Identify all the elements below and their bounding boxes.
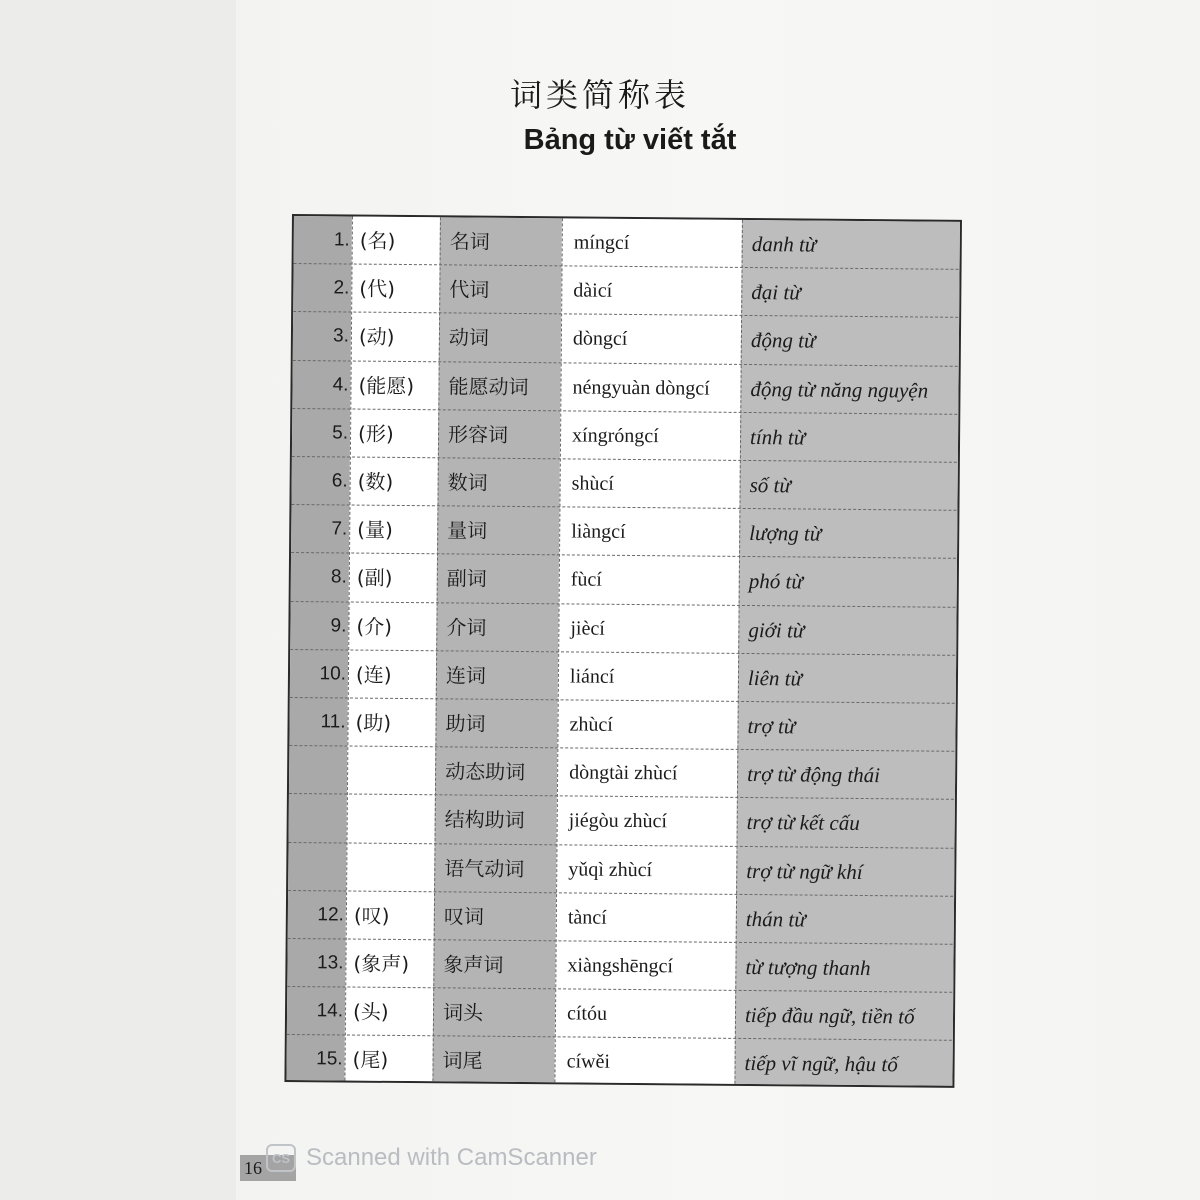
- row-abbreviation: (能愿): [358, 373, 415, 398]
- page-number: 16: [240, 1155, 296, 1181]
- row-vietnamese: trợ từ: [747, 713, 796, 739]
- row-pinyin: dòngcí: [572, 327, 628, 351]
- row-full-term: 能愿动词: [448, 373, 529, 399]
- row-full-term: 副词: [446, 566, 487, 592]
- row-number: 3.: [332, 325, 350, 347]
- row-full-term: 动态助词: [445, 759, 526, 785]
- row-number: 8.: [330, 566, 347, 588]
- row-full-term: 连词: [445, 663, 487, 688]
- row-vietnamese: trợ từ động thái: [747, 762, 881, 788]
- row-vietnamese: tính từ: [749, 424, 806, 450]
- row-number: 15.: [316, 1048, 343, 1070]
- row-abbreviation: (介): [356, 614, 393, 639]
- table-row: [292, 361, 962, 415]
- row-pinyin: néngyuàn dòngcí: [572, 376, 710, 400]
- row-number: 10.: [319, 663, 347, 685]
- row-full-term: 助词: [445, 711, 486, 736]
- page-title-chinese: 词类简称表: [509, 76, 690, 114]
- row-vietnamese: trợ từ ngữ khí: [746, 858, 863, 884]
- row-full-term: 叹词: [443, 904, 484, 929]
- row-vietnamese: động từ: [750, 328, 816, 353]
- table-row: [289, 746, 959, 800]
- table-row: [289, 794, 959, 848]
- watermark-text: Scanned with CamScanner: [306, 1144, 597, 1171]
- row-abbreviation: (代): [359, 276, 396, 302]
- row-vietnamese: giới từ: [748, 617, 805, 643]
- row-number: 14.: [316, 1000, 344, 1022]
- row-vietnamese: phó từ: [748, 569, 803, 594]
- row-abbreviation: (数): [357, 469, 394, 494]
- table-row: [288, 843, 958, 897]
- row-pinyin: tàncí: [567, 906, 607, 929]
- row-full-term: 结构助词: [444, 807, 525, 833]
- table-row: [286, 1035, 956, 1087]
- row-vietnamese: từ tượng thanh: [745, 954, 871, 981]
- row-number: [289, 746, 347, 795]
- row-full-term: 形容词: [447, 422, 509, 447]
- table-row: [287, 987, 957, 1041]
- table-row: [293, 312, 962, 366]
- row-abbreviation: (名): [359, 228, 396, 253]
- row-number: [288, 843, 346, 892]
- row-abbreviation: (助): [355, 710, 392, 735]
- row-pinyin: cítóu: [566, 1002, 608, 1025]
- table-row: [292, 409, 962, 463]
- row-abbreviation: (尾): [352, 1047, 389, 1073]
- row-vietnamese: tiếp đầu ngữ, tiền tố: [744, 1003, 915, 1029]
- table-row: [288, 891, 958, 945]
- row-pinyin: shùcí: [571, 472, 614, 495]
- row-number: 12.: [317, 904, 344, 926]
- row-full-term: 代词: [449, 277, 490, 302]
- row-full-term: 数词: [447, 470, 488, 495]
- row-pinyin: dòngtài zhùcí: [569, 761, 678, 785]
- row-abbreviation: (量): [357, 517, 393, 543]
- row-vietnamese: động từ năng nguyện: [750, 376, 929, 403]
- abbreviation-table: [284, 214, 962, 1088]
- row-abbreviation: (动): [358, 324, 395, 350]
- row-number: 13.: [316, 952, 344, 974]
- row-pinyin: fùcí: [570, 568, 603, 592]
- row-number: 5.: [332, 422, 349, 444]
- row-pinyin: yǔqì zhùcí: [568, 858, 653, 881]
- camscanner-watermark: [266, 1142, 597, 1174]
- row-number: 2.: [333, 277, 350, 299]
- row-full-term: 词尾: [442, 1048, 483, 1074]
- row-pinyin: dàicí: [573, 279, 613, 302]
- row-full-term: 动词: [448, 325, 490, 351]
- table-row: [290, 602, 960, 656]
- row-number: 6.: [331, 470, 348, 492]
- row-pinyin: jiècí: [570, 617, 605, 640]
- row-vietnamese: lượng từ: [749, 521, 822, 546]
- table-row: [290, 650, 960, 704]
- row-pinyin: cíwěi: [566, 1050, 611, 1074]
- table-row: [291, 457, 961, 511]
- row-pinyin: xiàngshēngcí: [567, 954, 674, 978]
- row-abbreviation: (象声): [353, 951, 410, 977]
- table-row: [294, 216, 962, 270]
- row-vietnamese: thán từ: [745, 906, 806, 932]
- row-pinyin: zhùcí: [569, 713, 613, 736]
- row-abbreviation: (连): [355, 662, 392, 687]
- row-full-term: 词头: [442, 1000, 484, 1025]
- page-title-vietnamese: Bảng từ viết tắt: [523, 124, 737, 156]
- row-full-term: 名词: [449, 229, 490, 254]
- row-abbreviation: (叹): [353, 903, 390, 928]
- row-full-term: 量词: [447, 518, 488, 543]
- row-pinyin: jiégòu zhùcí: [568, 809, 668, 833]
- row-full-term: 语气动词: [444, 855, 525, 881]
- row-number: [289, 794, 347, 843]
- table-row: [293, 264, 962, 318]
- row-number: 9.: [330, 614, 347, 637]
- row-vietnamese: danh từ: [751, 232, 817, 257]
- table-row: [291, 553, 961, 607]
- row-full-term: 介词: [446, 614, 487, 640]
- row-vietnamese: số từ: [749, 473, 791, 498]
- row-vietnamese: liên từ: [747, 665, 803, 691]
- row-abbreviation: (副): [356, 565, 393, 591]
- row-abbreviation: (形): [357, 421, 394, 446]
- row-number: 7.: [331, 518, 348, 540]
- row-number: 11.: [320, 711, 346, 733]
- row-vietnamese: đại từ: [751, 280, 801, 305]
- row-pinyin: liàngcí: [571, 520, 626, 544]
- row-abbreviation: (头): [352, 999, 389, 1025]
- row-number: 1.: [333, 229, 350, 251]
- row-vietnamese: tiếp vĩ ngữ, hậu tố: [744, 1051, 898, 1077]
- row-pinyin: xíngróngcí: [571, 424, 659, 448]
- row-full-term: 象声词: [443, 952, 504, 977]
- table-row: [287, 939, 957, 993]
- row-pinyin: míngcí: [573, 231, 630, 254]
- camscanner-icon: CS: [266, 1144, 296, 1172]
- row-number: 4.: [332, 373, 349, 396]
- row-vietnamese: trợ từ kết cấu: [746, 810, 860, 836]
- row-pinyin: liáncí: [569, 665, 615, 688]
- table-row: [291, 505, 961, 559]
- table-row: [289, 698, 959, 752]
